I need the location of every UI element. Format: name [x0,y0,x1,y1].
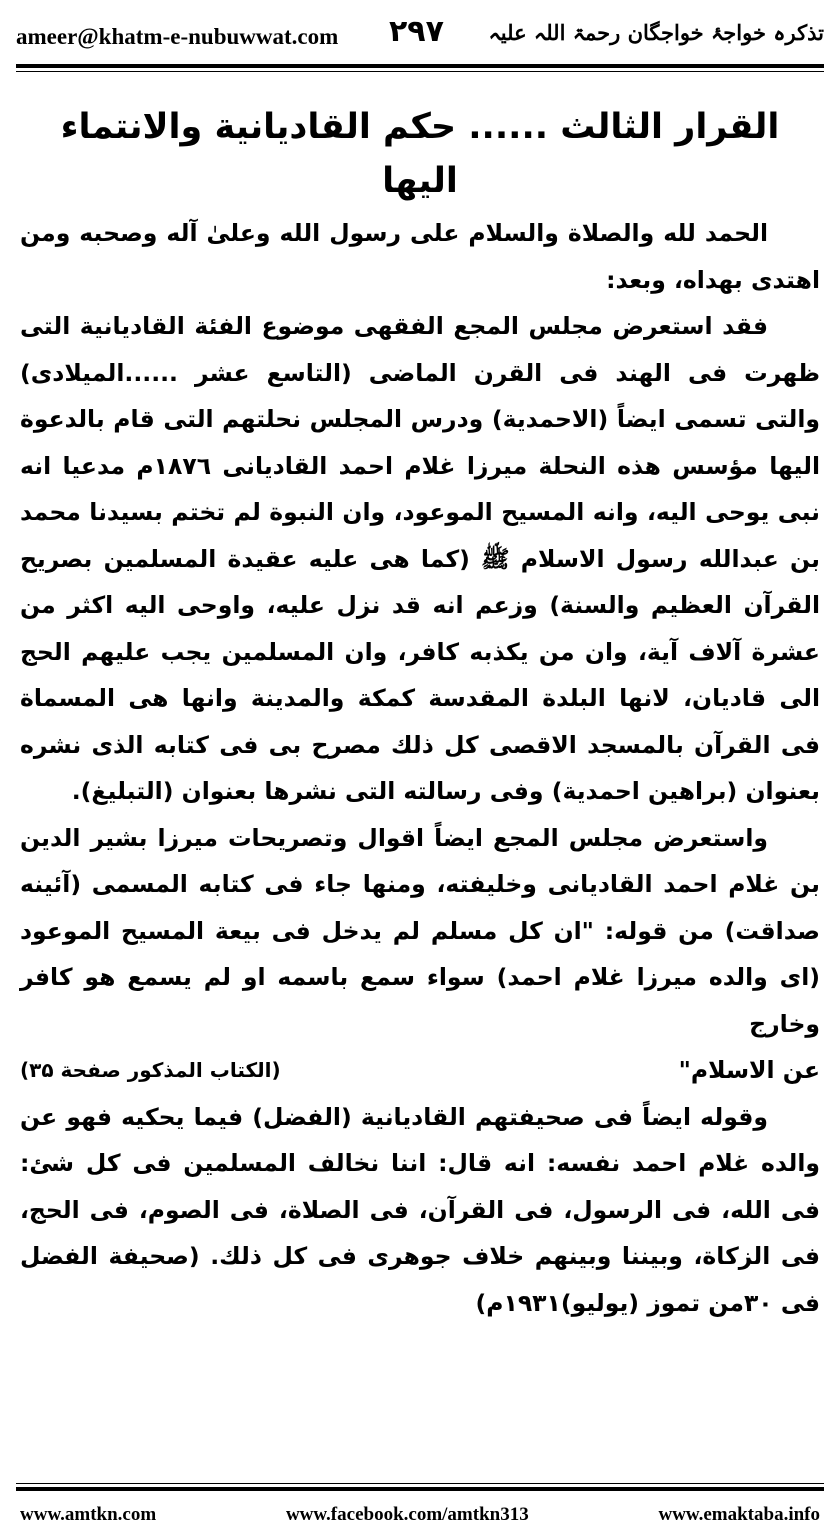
paragraph-intro: الحمد لله والصلاة والسلام على رسول الله وعلىٰ آله وصحبه ومن اهتدى بهداه، وبعد: [20,219,820,294]
citation-source: (الكتاب المذكور صفحة ۳۵) [20,1058,281,1082]
footer-link-amtkn[interactable]: www.amtkn.com [20,1504,157,1525]
footer-rule-thick [16,1487,824,1491]
header-rule-thin [16,71,824,72]
page-number: ۲۹۷ [389,14,444,49]
article-body [20,100,820,1326]
header-rule-thick [16,64,824,68]
page-footer [20,1504,820,1532]
page-header [16,14,824,60]
article-title: القرار الثالث ...... حكم القاديانية والانتماء اليها [60,107,780,201]
footer-link-facebook[interactable]: www.facebook.com/amtkn313 [285,1504,529,1525]
citation-line [20,1047,820,1094]
footer-link-emaktaba[interactable]: www.emaktaba.info [658,1504,820,1525]
paragraph-alfazl: وقوله ايضاً فى صحيفتهم القاديانية (الفضل) فيما يحكيه فهو عن والده غلام احمد نفسه: انه قال: اننا نخالف المسلمين فى كل شئ: فى الله، فى الرسول، فى القرآن، فى الصلاة، فى الصوم، فى الحج، فى الزكاة، وبيننا وبينهم خلاف جوهرى فى كل ذلك. (صحيفة الفضل فى ۳۰من تموز (يوليو)۱۹۳۱م) [20,1102,820,1317]
footer-rule-thin [16,1483,824,1484]
citation-end-text: عن الاسلام" [678,1056,820,1084]
book-title: تذکرہ خواجۂ خواجگان رحمۃ اللہ علیہ [488,20,824,45]
paragraph-bashir: واستعرض مجلس المجع ايضاً اقوال وتصريحات ميرزا بشير الدين بن غلام احمد القاديانى وخليفته، ومنها جاء فى كتابه المسمى (آئينه صداقت) من قوله: "ان كل مسلم لم يدخل فى بيعة المسيح الموعود (اى والده ميرزا غلام احمد) سواء سمع باسمه او لم يسمع هو كافر وخارج [20,823,820,1038]
paragraph-main: فقد استعرض مجلس المجع الفقهى موضوع الفئة القاديانية التى ظهرت فى الهند فى القرن الماضى (التاسع عشر ......الميلادى) والتى تسمى ايضاً (الاحمدية) ودرس المجلس نحلتهم التى قام بالدعوة اليها مؤسس هذه النحلة ميرزا غلام احمد القاديانى ۱۸۷٦م مدعيا انه نبى يوحى اليه، وانه المسيح الموعود، وان النبوة لم تختم بسيدنا محمد بن عبدالله رسول الاسلام ﷺ (كما هى عليه عقيدة المسلمين بصريح القرآن العظيم والسنة) وزعم انه قد نزل عليه، واوحى اليه اكثر من عشرة آلاف آية، وان من يكذبه كافر، وان المسلمين يجب عليهم الحج الى قاديان، لانها البلدة المقدسة كمكة والمدينة وانها هى المسماة فى القرآن بالمسجد الاقصى كل ذلك مصرح بى فى كتابه الذى نشره بعنوان (براهين احمدية) وفى رسالته التى نشرها بعنوان (التبليغ). [20,312,821,805]
header-email: ameer@khatm-e-nubuwwat.com [16,24,339,49]
